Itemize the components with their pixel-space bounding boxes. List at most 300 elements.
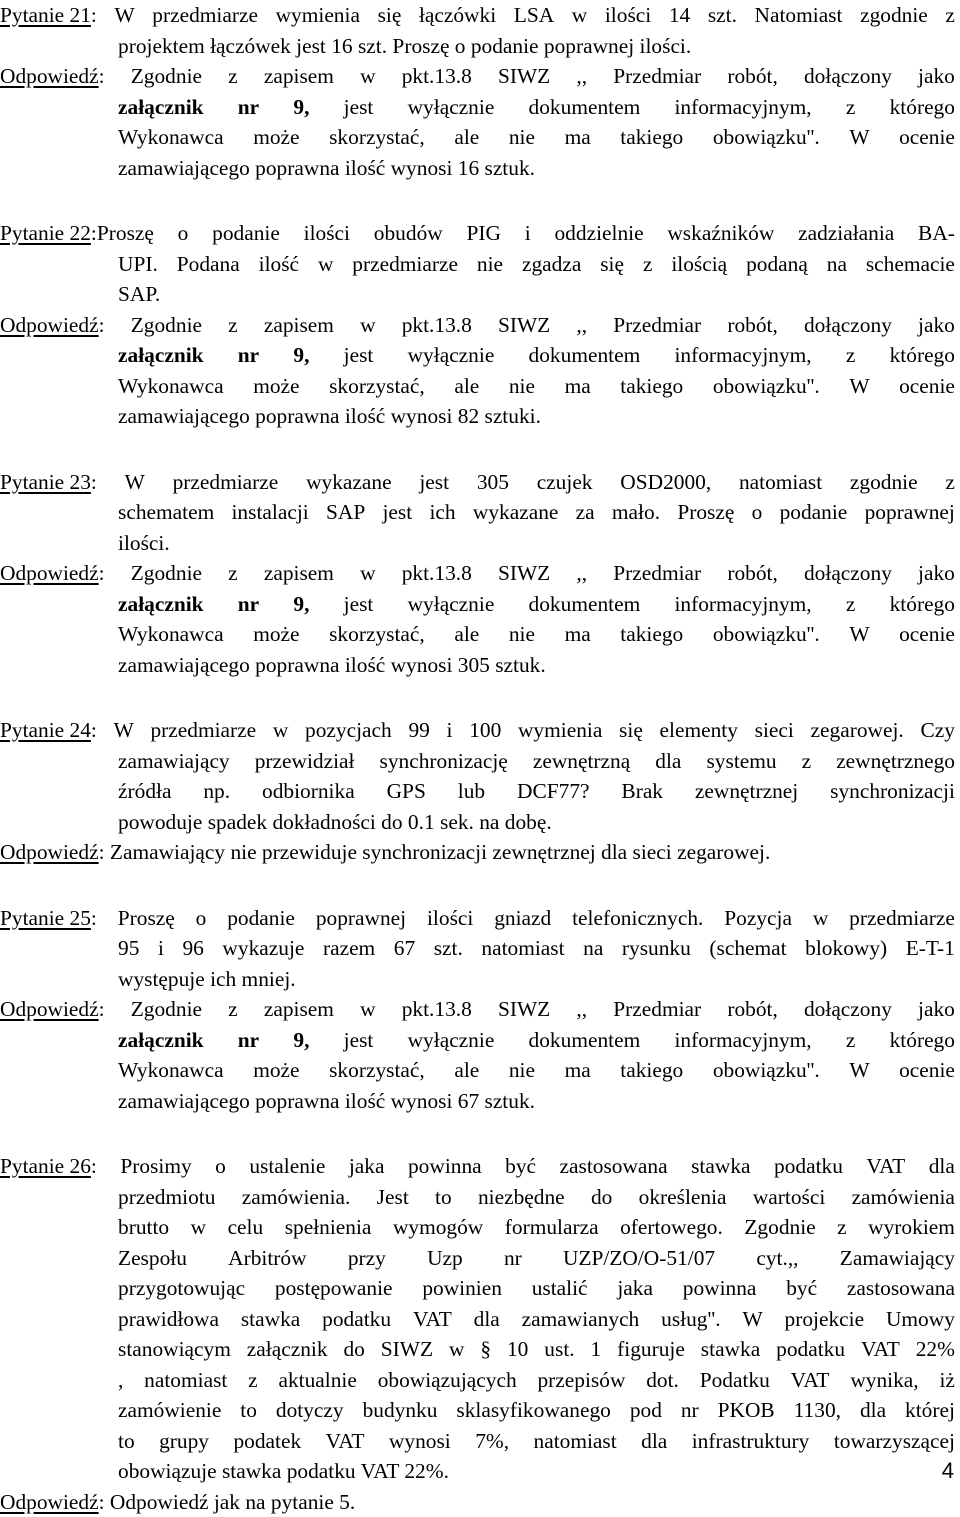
word: jako [918, 310, 955, 341]
word: informacyjnym, [674, 1025, 811, 1056]
word: na [583, 933, 603, 964]
answer-line [118, 1086, 960, 1117]
word: załącznik [247, 1334, 328, 1365]
word: którego [890, 340, 955, 371]
word: nie [509, 122, 535, 153]
word: :Proszę [91, 221, 154, 245]
word: nr [238, 589, 259, 620]
word: przedmiarze [150, 715, 256, 746]
word: z [846, 589, 856, 620]
paragraph-gap [0, 1116, 960, 1151]
word: ale [454, 122, 479, 153]
word: obowiązku''. [713, 122, 820, 153]
word: aktualnie [278, 1365, 356, 1396]
word: z [945, 0, 955, 31]
word: VAT [866, 1151, 905, 1182]
word: przedmiarze [849, 903, 955, 934]
question-text: występuje ich mniej. [118, 967, 296, 991]
word: SIWZ [498, 994, 550, 1025]
answer-text: zamawiającego poprawna ilość wynosi 67 sztuk. [118, 1089, 535, 1113]
question-line [118, 497, 955, 528]
word: wyrokiem [868, 1212, 955, 1243]
word: zewnętrznej [695, 776, 798, 807]
word: załącznik [118, 1025, 204, 1056]
word: zapisem [264, 310, 334, 341]
word: synchronizację [380, 746, 508, 777]
word: oddzielnie [554, 218, 643, 249]
word: usług''. [661, 1304, 720, 1335]
word: GPS [387, 776, 426, 807]
word: Przedmiar [613, 994, 701, 1025]
word: pkt.13.8 [402, 61, 472, 92]
word: podatku [774, 1151, 843, 1182]
word: natomiast [481, 933, 564, 964]
word: wykazane [473, 497, 559, 528]
word: ma [565, 619, 591, 650]
word: ilość [259, 249, 299, 280]
word: elementy [660, 715, 738, 746]
word: ma [565, 1055, 591, 1086]
word: informacyjnym, [674, 340, 811, 371]
word: w [318, 249, 333, 280]
word: ocenie [899, 371, 955, 402]
word: 95 [118, 933, 139, 964]
word: zastosowana [847, 1273, 955, 1304]
word: obowiązku''. [713, 619, 820, 650]
word: przygotowując [118, 1273, 245, 1304]
word: wyłącznie [408, 1025, 495, 1056]
word: brutto [118, 1212, 169, 1243]
word: którego [890, 92, 955, 123]
word: nie [509, 619, 535, 650]
word: Zgodnie [131, 994, 202, 1025]
word: : [99, 561, 105, 585]
question-label: Pytanie 24 [0, 718, 91, 742]
answer-line [118, 92, 955, 123]
word: dotyczy [276, 1395, 344, 1426]
question-line [118, 1212, 955, 1243]
word: takiego [620, 371, 683, 402]
word: 96 [182, 933, 203, 964]
word: Zgodnie [131, 310, 202, 341]
word: Wykonawca [118, 122, 224, 153]
paragraph-gap [0, 432, 960, 467]
word: : [91, 470, 97, 494]
word: wymienia [276, 0, 360, 31]
question-line [118, 776, 955, 807]
question-label: Pytanie 21 [0, 3, 91, 27]
word: stawka [701, 1334, 760, 1365]
word: stanowiącym [118, 1334, 231, 1365]
word: blokowy) [805, 933, 887, 964]
word: nie [509, 371, 535, 402]
answer-line [118, 1025, 955, 1056]
word: 100 [469, 715, 501, 746]
word: nr [504, 1243, 522, 1274]
word: takiego [620, 122, 683, 153]
answer-text: zamawiającego poprawna ilość wynosi 82 sztuki. [118, 404, 541, 428]
word: dołączony [804, 558, 892, 589]
question-line [118, 31, 960, 62]
word: Czy [920, 715, 954, 746]
word: robót, [727, 994, 778, 1025]
question-line [0, 467, 955, 498]
qa-block [0, 715, 960, 868]
word: BA- [918, 218, 955, 249]
word: i [525, 218, 531, 249]
word: odbiornika [262, 776, 355, 807]
word: być [505, 1151, 536, 1182]
line-start [0, 994, 105, 1025]
answer-text: zamawiającego poprawna ilość wynosi 305 sztuk. [118, 653, 546, 677]
line-start [0, 903, 97, 934]
word: dla [655, 746, 681, 777]
word: o [752, 497, 763, 528]
word: ,, [576, 994, 587, 1025]
qa-block [0, 0, 960, 183]
word: się [600, 249, 624, 280]
word: ustalenie [249, 1151, 325, 1182]
question-text: SAP. [118, 282, 160, 306]
word: budynku [363, 1395, 438, 1426]
word: poprawnej [865, 497, 955, 528]
word: instalacji [231, 497, 308, 528]
word: w [360, 558, 375, 589]
word: załącznik [118, 92, 204, 123]
word: dla [474, 1304, 500, 1335]
word: DCF77? [517, 776, 590, 807]
word: przedmiarze [352, 249, 458, 280]
question-line [118, 279, 960, 310]
word: W [125, 467, 145, 498]
page-number: 4 [942, 1458, 954, 1484]
word: takiego [620, 1055, 683, 1086]
line-start [0, 218, 154, 249]
word: Przedmiar [613, 61, 701, 92]
word: poprawnej [316, 903, 406, 934]
paragraph-gap [0, 868, 960, 903]
word: Zgodnie [131, 61, 202, 92]
word: natomiast [534, 1426, 617, 1457]
word: : [91, 1154, 97, 1178]
question-label: Pytanie 22 [0, 221, 91, 245]
line-start [0, 558, 105, 589]
answer-label: Odpowiedź [0, 561, 99, 585]
word: to [435, 1182, 452, 1213]
question-text: obowiązuje stawka podatku VAT 22%. [118, 1459, 449, 1483]
word: PKOB [718, 1395, 775, 1426]
word: zapisem [264, 558, 334, 589]
word: : [99, 313, 105, 337]
question-line [118, 1334, 955, 1365]
word: Przedmiar [613, 310, 701, 341]
word: Umowy [886, 1304, 955, 1335]
answer-label: Odpowiedź [0, 840, 99, 864]
word: synchronizacji [830, 776, 955, 807]
word: wynosi [389, 1426, 451, 1457]
word: ofertowego. [620, 1212, 723, 1243]
word: Proszę [677, 497, 734, 528]
word: E-T-1 [906, 933, 955, 964]
word: pkt.13.8 [402, 310, 472, 341]
question-line [118, 1304, 955, 1335]
word: iż [939, 1365, 954, 1396]
word: o [215, 1151, 226, 1182]
word: ilości [304, 218, 350, 249]
word: infrastruktury [692, 1426, 810, 1457]
word: rysunku [622, 933, 691, 964]
question-line [0, 715, 955, 746]
word: Podatku [700, 1365, 770, 1396]
word: skorzystać, [329, 619, 425, 650]
word: Arbitrów [228, 1243, 306, 1274]
question-label: Pytanie 23 [0, 470, 91, 494]
word: z [643, 249, 653, 280]
word: Podana [177, 249, 240, 280]
word: W [849, 371, 869, 402]
word: z [228, 310, 238, 341]
answer-line [0, 558, 955, 589]
question-line [118, 807, 960, 838]
word: OSD2000, [620, 467, 711, 498]
word: : [91, 3, 97, 27]
word: W [849, 1055, 869, 1086]
word: ma [565, 122, 591, 153]
word: Zgodnie [744, 1212, 815, 1243]
word: o [196, 903, 207, 934]
qa-block [0, 218, 960, 432]
word: w [813, 903, 828, 934]
word: obowiązku''. [713, 1055, 820, 1086]
question-label: Pytanie 26 [0, 1154, 91, 1178]
word: ,, [576, 310, 587, 341]
word: zamawiający [118, 746, 230, 777]
question-line [118, 746, 955, 777]
word: przy [348, 1243, 386, 1274]
word: zgadza [522, 249, 581, 280]
word: dla [641, 1426, 667, 1457]
question-text: projektem łączówek jest 16 szt. Proszę o podanie poprawnej ilości. [118, 34, 691, 58]
word: ilości [605, 0, 651, 31]
word: Zespołu [118, 1243, 187, 1274]
word: której [905, 1395, 955, 1426]
word: wymienia [518, 715, 602, 746]
word: zewnętrznego [836, 746, 955, 777]
word: sieci [755, 715, 794, 746]
answer-text: : Zamawiający nie przewiduje synchronizacji zewnętrznej dla sieci zegarowej. [99, 840, 771, 864]
word: UPI. [118, 249, 158, 280]
word: gniazd [494, 903, 551, 934]
answer-label: Odpowiedź [0, 64, 99, 88]
word: schematem [118, 497, 214, 528]
word: z [802, 746, 812, 777]
word: ich [429, 497, 455, 528]
word: nie [477, 249, 503, 280]
word: jest [344, 1025, 374, 1056]
word: z [248, 1365, 258, 1396]
question-line [118, 1243, 955, 1274]
word: np. [203, 776, 230, 807]
word: Prosimy [120, 1151, 191, 1182]
word: nie [509, 1055, 535, 1086]
word: stawka [691, 1151, 750, 1182]
word: za [576, 497, 595, 528]
question-line [0, 903, 955, 934]
line-start [0, 715, 97, 746]
word: 9, [293, 589, 309, 620]
word: razem [323, 933, 375, 964]
word: jako [918, 558, 955, 589]
word: VAT [326, 1426, 365, 1457]
word: formularza [505, 1212, 599, 1243]
word: robót, [727, 310, 778, 341]
answer-line [118, 122, 955, 153]
word: 9, [293, 340, 309, 371]
question-line [118, 1273, 955, 1304]
word: Brak [621, 776, 663, 807]
word: ilości [427, 903, 473, 934]
word: i [447, 715, 453, 746]
word: Zamawiający [840, 1243, 955, 1274]
word: wyłącznie [408, 589, 495, 620]
qa-block [0, 1151, 960, 1517]
word: wynika, [850, 1365, 918, 1396]
question-line [0, 218, 955, 249]
word: dokumentem [529, 340, 641, 371]
word: Przedmiar [613, 558, 701, 589]
word: którego [890, 589, 955, 620]
word: podanie [212, 218, 280, 249]
line-start [0, 1151, 97, 1182]
word: ma [565, 371, 591, 402]
word: wymogów [393, 1212, 483, 1243]
question-line [0, 0, 955, 31]
answer-label: Odpowiedź [0, 1490, 99, 1514]
word: celu [228, 1212, 264, 1243]
question-text: powoduje spadek dokładności do 0.1 sek. na dobę. [118, 810, 552, 834]
answer-text: zamawiającego poprawna ilość wynosi 16 sztuk. [118, 156, 535, 180]
paragraph-gap [0, 183, 960, 218]
word: wartości [753, 1182, 825, 1213]
word: zegarowej. [811, 715, 904, 746]
word: 10 [507, 1334, 528, 1365]
answer-text: : Odpowiedź jak na pytanie 5. [99, 1490, 356, 1514]
word: w [572, 0, 587, 31]
word: nr [238, 1025, 259, 1056]
word: dołączony [804, 310, 892, 341]
word: o [178, 218, 189, 249]
word: to [240, 1395, 257, 1426]
word: natomiast [144, 1365, 227, 1396]
word: Wykonawca [118, 1055, 224, 1086]
word: dokumentem [529, 92, 641, 123]
word: w [360, 310, 375, 341]
word: mało. [612, 497, 660, 528]
answer-line [118, 1055, 955, 1086]
question-line [118, 528, 960, 559]
word: (schemat [709, 933, 786, 964]
word: może [253, 1055, 299, 1086]
word: na [827, 249, 847, 280]
word: 9, [293, 92, 309, 123]
answer-line [118, 619, 955, 650]
word: załącznik [118, 589, 204, 620]
word: z [228, 558, 238, 589]
word: wyłącznie [408, 340, 495, 371]
word: wyłącznie [408, 92, 495, 123]
word: 22% [916, 1334, 955, 1365]
question-line [118, 1365, 955, 1396]
line-start [0, 310, 105, 341]
word: W [742, 1304, 762, 1335]
word: dołączony [804, 994, 892, 1025]
word: powinna [408, 1151, 482, 1182]
word: wskaźników [667, 218, 774, 249]
answer-line [118, 650, 960, 681]
word: przedmiotu [118, 1182, 215, 1213]
word: się [619, 715, 643, 746]
word: Natomiast [755, 0, 843, 31]
word: przedmiarze [173, 467, 279, 498]
word: szt. [434, 933, 463, 964]
word: SIWZ [498, 310, 550, 341]
question-line [118, 1182, 955, 1213]
word: jako [918, 994, 955, 1025]
answer-line [0, 994, 955, 1025]
answer-line [0, 1487, 960, 1517]
word: jest [344, 589, 374, 620]
word: czujek [537, 467, 593, 498]
word: figuruje [617, 1334, 685, 1365]
word: 1130, [794, 1395, 841, 1426]
answer-line [118, 371, 955, 402]
word: zamówienie [118, 1395, 221, 1426]
word: takiego [620, 619, 683, 650]
word: podanie [780, 497, 848, 528]
word: obudów [374, 218, 443, 249]
word: : [99, 997, 105, 1021]
line-start [0, 0, 97, 31]
word: , [118, 1365, 123, 1396]
word: § [480, 1334, 491, 1365]
word: jaka [349, 1151, 385, 1182]
word: do [591, 1182, 612, 1213]
word: dot. [646, 1365, 679, 1396]
question-line [0, 1151, 955, 1182]
word: informacyjnym, [674, 92, 811, 123]
word: lub [458, 776, 485, 807]
word: ilością [671, 249, 727, 280]
word: i [158, 933, 164, 964]
word: dla [860, 1395, 886, 1426]
question-line [118, 1426, 955, 1457]
word: prawidłowa [118, 1304, 219, 1335]
word: Pozycja [724, 903, 792, 934]
word: skorzystać, [329, 1055, 425, 1086]
answer-line [118, 589, 955, 620]
word: natomiast [739, 467, 822, 498]
word: Zgodnie [131, 558, 202, 589]
word: ust. [544, 1334, 574, 1365]
word: projekcie [785, 1304, 865, 1335]
word: schemacie [866, 249, 955, 280]
word: z [228, 61, 238, 92]
word: zamówienia. [242, 1182, 351, 1213]
word: niezbędne [478, 1182, 565, 1213]
word: obowiązku''. [713, 371, 820, 402]
question-line [118, 249, 955, 280]
word: nr [238, 340, 259, 371]
